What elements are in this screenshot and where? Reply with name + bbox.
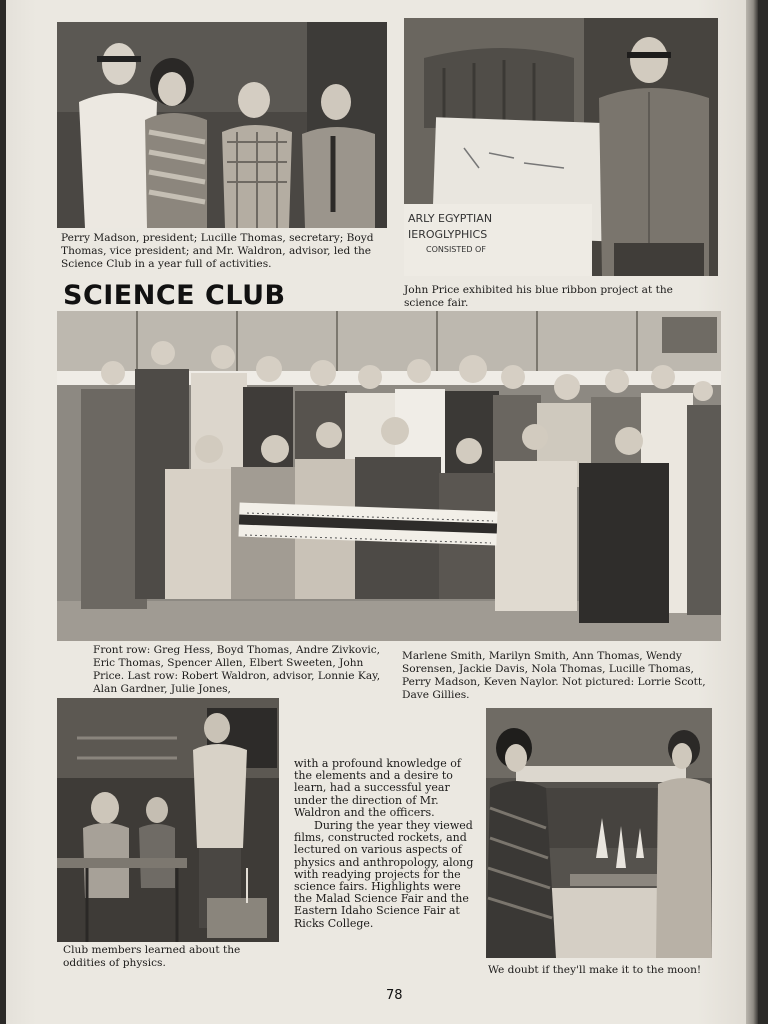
group-caption-left: Front row: Greg Hess, Boyd Thomas, Andre Zivkovic, Eric Thomas, Spencer Allen, Elbert Sweeten, John Price. Last row: Robert Waldron, advisor, Lonnie Kay, Alan Gardner, Julie Jones, [93, 644, 381, 695]
group-caption-right: Marlene Smith, Marilyn Smith, Ann Thomas, Wendy Sorensen, Jackie Davis, Nola Thomas, Lucille Thomas, Perry Madson, Keven Naylor. Not pictured: Lorrie Scott, Dave Gillies. [402, 650, 706, 701]
article-paragraph-1: with a profound knowledge of the elements and a desire to learn, had a successful year under the direction of Mr. Waldron and the officers. [294, 757, 461, 819]
poster-line-3: CONSISTED OF [426, 245, 486, 254]
moon-caption: We doubt if they'll make it to the moon! [488, 964, 702, 976]
page-edge [746, 0, 758, 1024]
physics-caption: Club members learned about the oddities of physics. [63, 944, 241, 969]
yearbook-page [6, 0, 758, 1024]
rocket-photo [486, 708, 712, 958]
john-price-caption: John Price exhibited his blue ribbon project at the science fair. [404, 284, 673, 309]
page-number: 78 [386, 988, 403, 1003]
article-paragraph-2: During the year they viewed films, constructed rockets, and lectured on various aspects of physics and anthropology, along with readying projects for the science fairs. Highlights were the Malad Science Fair and the Eastern Idaho Science Fair at Ricks College. [294, 819, 474, 930]
officers-photo [57, 22, 387, 228]
officers-caption: Perry Madson, president; Lucille Thomas, secretary; Boyd Thomas, vice president; and Mr. Waldron, advisor, led the Science Club in a year full of activities. [61, 232, 374, 270]
poster-line-1: ARLY EGYPTIAN [408, 212, 493, 225]
john-price-photo [404, 18, 718, 276]
physics-class-photo [57, 698, 279, 942]
group-photo [57, 311, 721, 641]
poster-line-2: IEROGLYPHICS [408, 228, 488, 241]
page-title: SCIENCE CLUB [63, 280, 286, 311]
